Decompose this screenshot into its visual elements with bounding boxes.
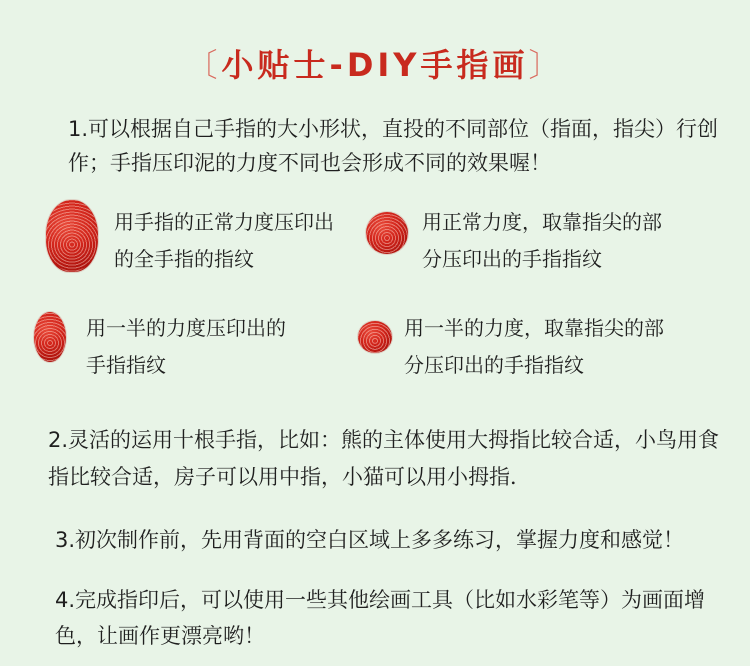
- tip-2: 2.灵活的运用十根手指，比如：熊的主体使用大拇指比较合适，小鸟用食指比较合适，房子可以用中指，小猫可以用小拇指．: [48, 428, 720, 489]
- page-title: [186, 40, 565, 86]
- example-caption-3: 用一半的力度压印出的手指指纹: [86, 316, 286, 377]
- tip-4: 4.完成指印后，可以使用一些其他绘画工具（比如水彩笔等）为画面增色，让画作更漂亮哟！: [55, 588, 706, 648]
- fingerprint-full-image: [46, 200, 98, 272]
- example-caption-4: 用一半的力度，取靠指尖的部分压印出的手指指纹: [404, 316, 664, 377]
- fingerprint-half-tip-image: [358, 321, 392, 353]
- title-close-bracket: 〕: [528, 46, 565, 84]
- title-text: 小贴士-DIY手指画: [221, 46, 529, 84]
- example-caption-1: 用手指的正常力度压印出的全手指的指纹: [114, 210, 334, 271]
- tip-1: 1.可以根据自己手指的大小形状，直投的不同部位（指面，指尖）行创作；手指压印泥的力度不同也会形成不同的效果喔！: [68, 117, 719, 175]
- fingerprint-half-image: [34, 312, 66, 362]
- fingerprint-tip-image: [366, 212, 408, 254]
- title-banner: [0, 40, 750, 86]
- title-open-bracket: 〔: [185, 46, 222, 84]
- example-caption-2: 用正常力度，取靠指尖的部分压印出的手指指纹: [422, 210, 662, 271]
- tip-3: 3.初次制作前，先用背面的空白区域上多多练习，掌握力度和感觉！: [55, 528, 685, 552]
